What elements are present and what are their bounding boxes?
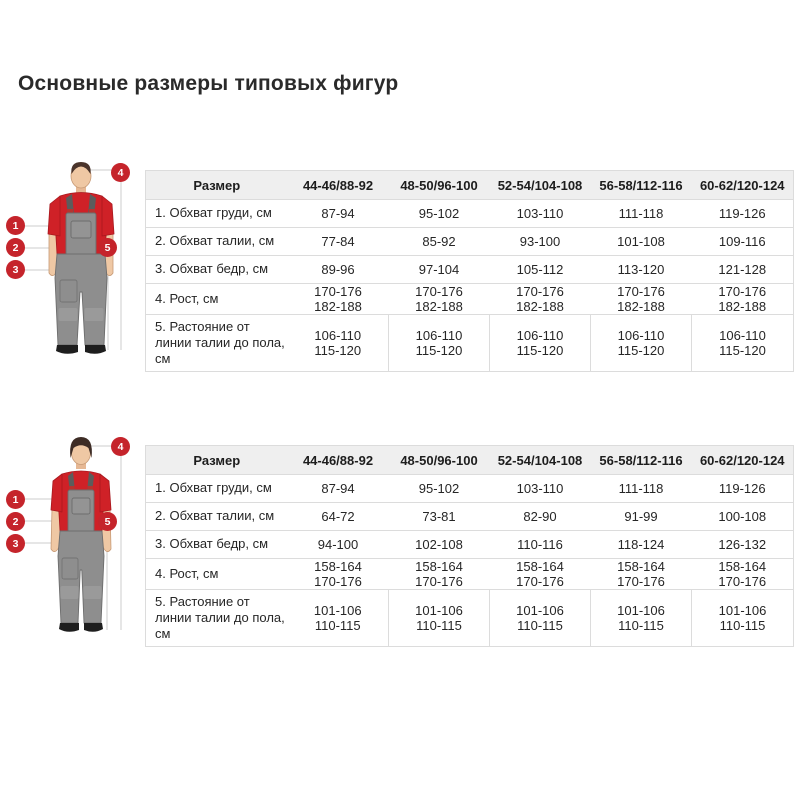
value-cell	[288, 559, 389, 590]
value-cell	[288, 475, 389, 503]
value-range: 115-120	[516, 343, 564, 358]
value-range: 110-115	[719, 618, 766, 633]
row-label: 2. Обхват талии, см	[146, 228, 288, 256]
value-range: 170-176	[617, 574, 665, 589]
value-cell	[389, 200, 490, 228]
value-cell	[591, 503, 692, 531]
value-cell	[692, 531, 794, 559]
callout-badge-2: 2	[6, 512, 25, 531]
row-label: 1. Обхват груди, см	[146, 475, 288, 503]
value-range: 115-120	[314, 343, 362, 358]
value-cell	[692, 475, 794, 503]
value-range: 115-120	[719, 343, 766, 358]
value-cell	[591, 590, 692, 647]
male-worker-illustration	[0, 158, 140, 358]
value-range: 97-104	[418, 262, 460, 277]
value-range: 170-176	[314, 574, 362, 589]
size-column-header: 56-58/112-116	[591, 446, 692, 475]
value-range: 182-188	[314, 299, 362, 314]
value-range: 111-118	[618, 481, 664, 496]
value-range: 110-116	[517, 537, 563, 552]
size-column-header: 48-50/96-100	[389, 446, 490, 475]
row-label: 4. Рост, см	[146, 284, 288, 315]
value-cell	[389, 531, 490, 559]
value-cell	[591, 531, 692, 559]
value-range: 95-102	[418, 206, 460, 221]
size-table-header-row	[146, 446, 794, 475]
value-range: 110-115	[517, 618, 563, 633]
row-label: 5. Растояние от линии талии до пола, см	[146, 590, 288, 647]
size-table-header-row	[146, 171, 794, 200]
value-range: 94-100	[317, 537, 359, 552]
value-range: 101-106	[415, 603, 463, 618]
table-row	[146, 284, 794, 315]
value-cell	[490, 200, 591, 228]
value-range: 101-108	[617, 234, 665, 249]
value-range: 158-164	[314, 559, 362, 574]
value-cell	[490, 475, 591, 503]
value-cell	[389, 256, 490, 284]
table-row	[146, 256, 794, 284]
value-range: 182-188	[415, 299, 463, 314]
value-range: 101-106	[516, 603, 564, 618]
table-row	[146, 200, 794, 228]
value-cell	[591, 200, 692, 228]
value-cell	[692, 228, 794, 256]
value-range: 182-188	[617, 299, 665, 314]
value-cell	[490, 531, 591, 559]
size-column-header: 60-62/120-124	[692, 171, 794, 200]
size-column-header: 52-54/104-108	[490, 171, 591, 200]
value-range: 126-132	[718, 537, 767, 552]
value-range: 170-176	[415, 574, 463, 589]
value-range: 158-164	[415, 559, 463, 574]
callout-badge-3: 3	[6, 260, 25, 279]
value-range: 115-120	[415, 343, 463, 358]
table-row	[146, 559, 794, 590]
value-range: 85-92	[422, 234, 456, 249]
value-range: 102-108	[415, 537, 463, 552]
value-range: 110-115	[618, 618, 664, 633]
table-row	[146, 503, 794, 531]
value-range: 121-128	[718, 262, 767, 277]
value-range: 111-118	[618, 206, 664, 221]
value-cell	[389, 475, 490, 503]
value-range: 106-110	[314, 328, 362, 343]
value-cell	[692, 200, 794, 228]
value-cell	[591, 559, 692, 590]
table-row	[146, 590, 794, 647]
value-range: 101-106	[313, 603, 362, 618]
value-cell	[692, 590, 794, 647]
value-range: 91-99	[624, 509, 658, 524]
male-figure	[0, 158, 140, 358]
female-figure	[0, 432, 140, 638]
size-column-header: 52-54/104-108	[490, 446, 591, 475]
value-cell	[591, 315, 692, 372]
value-cell	[389, 559, 490, 590]
size-header-label: Размер	[146, 171, 288, 200]
table-row	[146, 531, 794, 559]
value-range: 73-81	[422, 509, 456, 524]
value-range: 105-112	[516, 262, 564, 277]
value-range: 103-110	[516, 481, 564, 496]
value-cell	[288, 531, 389, 559]
value-range: 170-176	[516, 574, 564, 589]
row-label: 5. Растояние от линии талии до пола, см	[146, 315, 288, 372]
value-range: 101-106	[617, 603, 665, 618]
men-size-table	[145, 170, 794, 372]
value-range: 170-176	[314, 284, 362, 299]
callout-badge-5: 5	[98, 238, 117, 257]
value-cell	[288, 200, 389, 228]
value-range: 170-176	[617, 284, 665, 299]
callout-badge-2: 2	[6, 238, 25, 257]
value-range: 95-102	[418, 481, 460, 496]
value-cell	[591, 284, 692, 315]
value-cell	[490, 590, 591, 647]
value-cell	[490, 284, 591, 315]
table-row	[146, 475, 794, 503]
value-cell	[490, 256, 591, 284]
table-row	[146, 228, 794, 256]
size-column-header: 44-46/88-92	[288, 171, 389, 200]
value-range: 101-106	[718, 603, 767, 618]
value-range: 109-116	[718, 234, 766, 249]
value-cell	[389, 590, 490, 647]
value-cell	[591, 228, 692, 256]
value-range: 106-110	[516, 328, 564, 343]
value-range: 87-94	[321, 206, 355, 221]
value-cell	[288, 590, 389, 647]
value-range: 119-126	[718, 206, 766, 221]
value-cell	[692, 559, 794, 590]
value-range: 110-115	[416, 618, 462, 633]
value-range: 103-110	[516, 206, 564, 221]
value-range: 93-100	[519, 234, 561, 249]
value-range: 182-188	[516, 299, 564, 314]
row-label: 1. Обхват груди, см	[146, 200, 288, 228]
value-cell	[288, 256, 389, 284]
value-cell	[288, 315, 389, 372]
value-range: 110-115	[314, 618, 361, 633]
value-cell	[288, 503, 389, 531]
value-range: 106-110	[415, 328, 463, 343]
size-header-label: Размер	[146, 446, 288, 475]
value-range: 82-90	[523, 509, 557, 524]
value-range: 89-96	[321, 262, 355, 277]
women-size-table	[145, 445, 794, 647]
value-cell	[389, 315, 490, 372]
value-range: 113-120	[617, 262, 665, 277]
callout-badge-4: 4	[111, 437, 130, 456]
value-range: 170-176	[718, 574, 767, 589]
value-cell	[288, 228, 389, 256]
value-range: 100-108	[718, 509, 767, 524]
value-range: 170-176	[415, 284, 463, 299]
value-range: 119-126	[718, 481, 766, 496]
size-column-header: 60-62/120-124	[692, 446, 794, 475]
row-label: 3. Обхват бедр, см	[146, 256, 288, 284]
value-cell	[288, 284, 389, 315]
callout-badge-1: 1	[6, 216, 25, 235]
value-range: 118-124	[617, 537, 665, 552]
table-row	[146, 315, 794, 372]
value-range: 158-164	[718, 559, 767, 574]
value-cell	[692, 315, 794, 372]
value-range: 64-72	[321, 509, 355, 524]
size-column-header: 56-58/112-116	[591, 171, 692, 200]
row-label: 3. Обхват бедр, см	[146, 531, 288, 559]
value-cell	[490, 503, 591, 531]
value-cell	[490, 315, 591, 372]
value-cell	[591, 475, 692, 503]
value-range: 158-164	[617, 559, 665, 574]
size-column-header: 44-46/88-92	[288, 446, 389, 475]
value-range: 87-94	[321, 481, 355, 496]
value-cell	[490, 228, 591, 256]
callout-badge-1: 1	[6, 490, 25, 509]
row-label: 4. Рост, см	[146, 559, 288, 590]
value-cell	[692, 256, 794, 284]
value-range: 158-164	[516, 559, 564, 574]
value-range: 170-176	[516, 284, 564, 299]
value-range: 77-84	[321, 234, 355, 249]
value-cell	[692, 503, 794, 531]
value-cell	[389, 503, 490, 531]
value-cell	[389, 228, 490, 256]
callout-badge-5: 5	[98, 512, 117, 531]
callout-badge-3: 3	[6, 534, 25, 553]
value-range: 170-176	[718, 284, 767, 299]
value-range: 106-110	[719, 328, 766, 343]
value-range: 182-188	[718, 299, 767, 314]
value-range: 106-110	[617, 328, 665, 343]
value-range: 115-120	[617, 343, 665, 358]
callout-badge-4: 4	[111, 163, 130, 182]
size-column-header: 48-50/96-100	[389, 171, 490, 200]
value-cell	[389, 284, 490, 315]
value-cell	[591, 256, 692, 284]
value-cell	[692, 284, 794, 315]
page-title: Основные размеры типовых фигур	[18, 72, 399, 95]
row-label: 2. Обхват талии, см	[146, 503, 288, 531]
value-cell	[490, 559, 591, 590]
